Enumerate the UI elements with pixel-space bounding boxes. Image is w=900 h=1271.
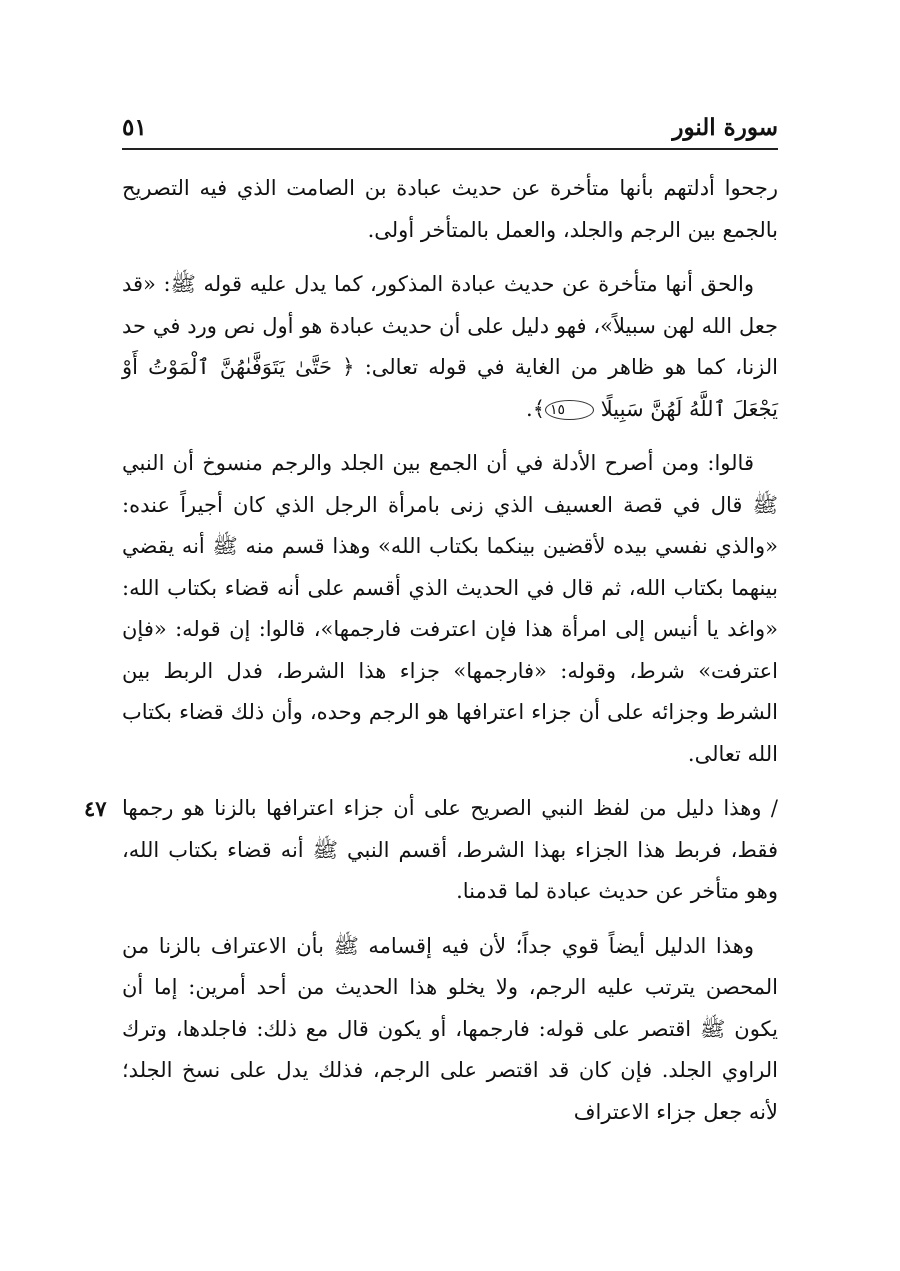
paragraph-2-text: والحق أنها متأخرة عن حديث عبادة المذكور، كما يدل عليه قوله ﷺ: «قد جعل الله لهن سبيلاً»، فهو دليل على أن حديث عبادة هو أول نص ورد في حد الزنا، كما هو ظاهر من الغاية في قوله تعالى: ﴿ حَتَّىٰ يَتَوَفَّىٰهُنَّ ٱلْمَوْتُ أَوْ يَجْعَلَ ٱللَّهُ لَهُنَّ سَبِيلًا [122,272,778,421]
margin-page-reference: ٤٧ [84,796,107,821]
paragraph-4: / وهذا دليل من لفظ النبي الصريح على أن جزاء اعترافها بالزنا هو رجمها فقط، فربط هذا الجزاء بهذا الشرط، أقسم النبي ﷺ أنه قضاء بكتاب الله، وهو متأخر عن حديث عبادة لما قدمنا. [122,796,778,903]
paragraph-1: رجحوا أدلتهم بأنها متأخرة عن حديث عبادة بن الصامت الذي فيه التصريح بالجمع بين الرجم والجلد، والعمل بالمتأخر أولى. [122,176,778,242]
page-header [122,108,778,150]
paragraph-5: وهذا الدليل أيضاً قوي جداً؛ لأن فيه إقسامه ﷺ بأن الاعتراف بالزنا من المحصن يترتب عليه الرجم، ولا يخلو هذا الحديث من أحد أمرين: إما أن يكون ﷺ اقتصر على قوله: فارجمها، أو يكون قال مع ذلك: فاجلدها، وترك الراوي الجلد. فإن كان قد اقتصر على الرجم، فذلك يدل على نسخ الجلد؛ لأنه جعل جزاء الاعتراف [122,933,778,1124]
page-body [84,168,778,1146]
surah-title: سورة النور [672,114,778,141]
page-number: ٥١ [122,114,147,141]
header-divider [122,148,778,150]
verse-number-marker: ١٥ [545,400,594,420]
paragraph-2 [122,264,778,430]
paragraph-2-closing: ﴾. [526,396,546,421]
paragraph-3: قالوا: ومن أصرح الأدلة في أن الجمع بين الجلد والرجم منسوخ أن النبي ﷺ قال في قصة العسيف الذي زنى بامرأة الرجل الذي كان أجيراً عنده: «والذي نفسي بيده لأقضين بينكما بكتاب الله» وهذا قسم منه ﷺ أنه يقضي بينهما بكتاب الله، ثم قال في الحديث الذي أقسم على أنه قضاء بكتاب الله: «واغد يا أنيس إلى امرأة هذا فإن اعترفت فارجمها»، قالوا: إن قوله: «فإن اعترفت» شرط، وقوله: «فارجمها» جزاء هذا الشرط، فدل الربط بين الشرط وجزائه على أن جزاء اعترافها هو الرجم وحده، وأن ذلك قضاء بكتاب الله تعالى. [122,451,778,766]
paragraph-4-wrapper [84,788,778,913]
